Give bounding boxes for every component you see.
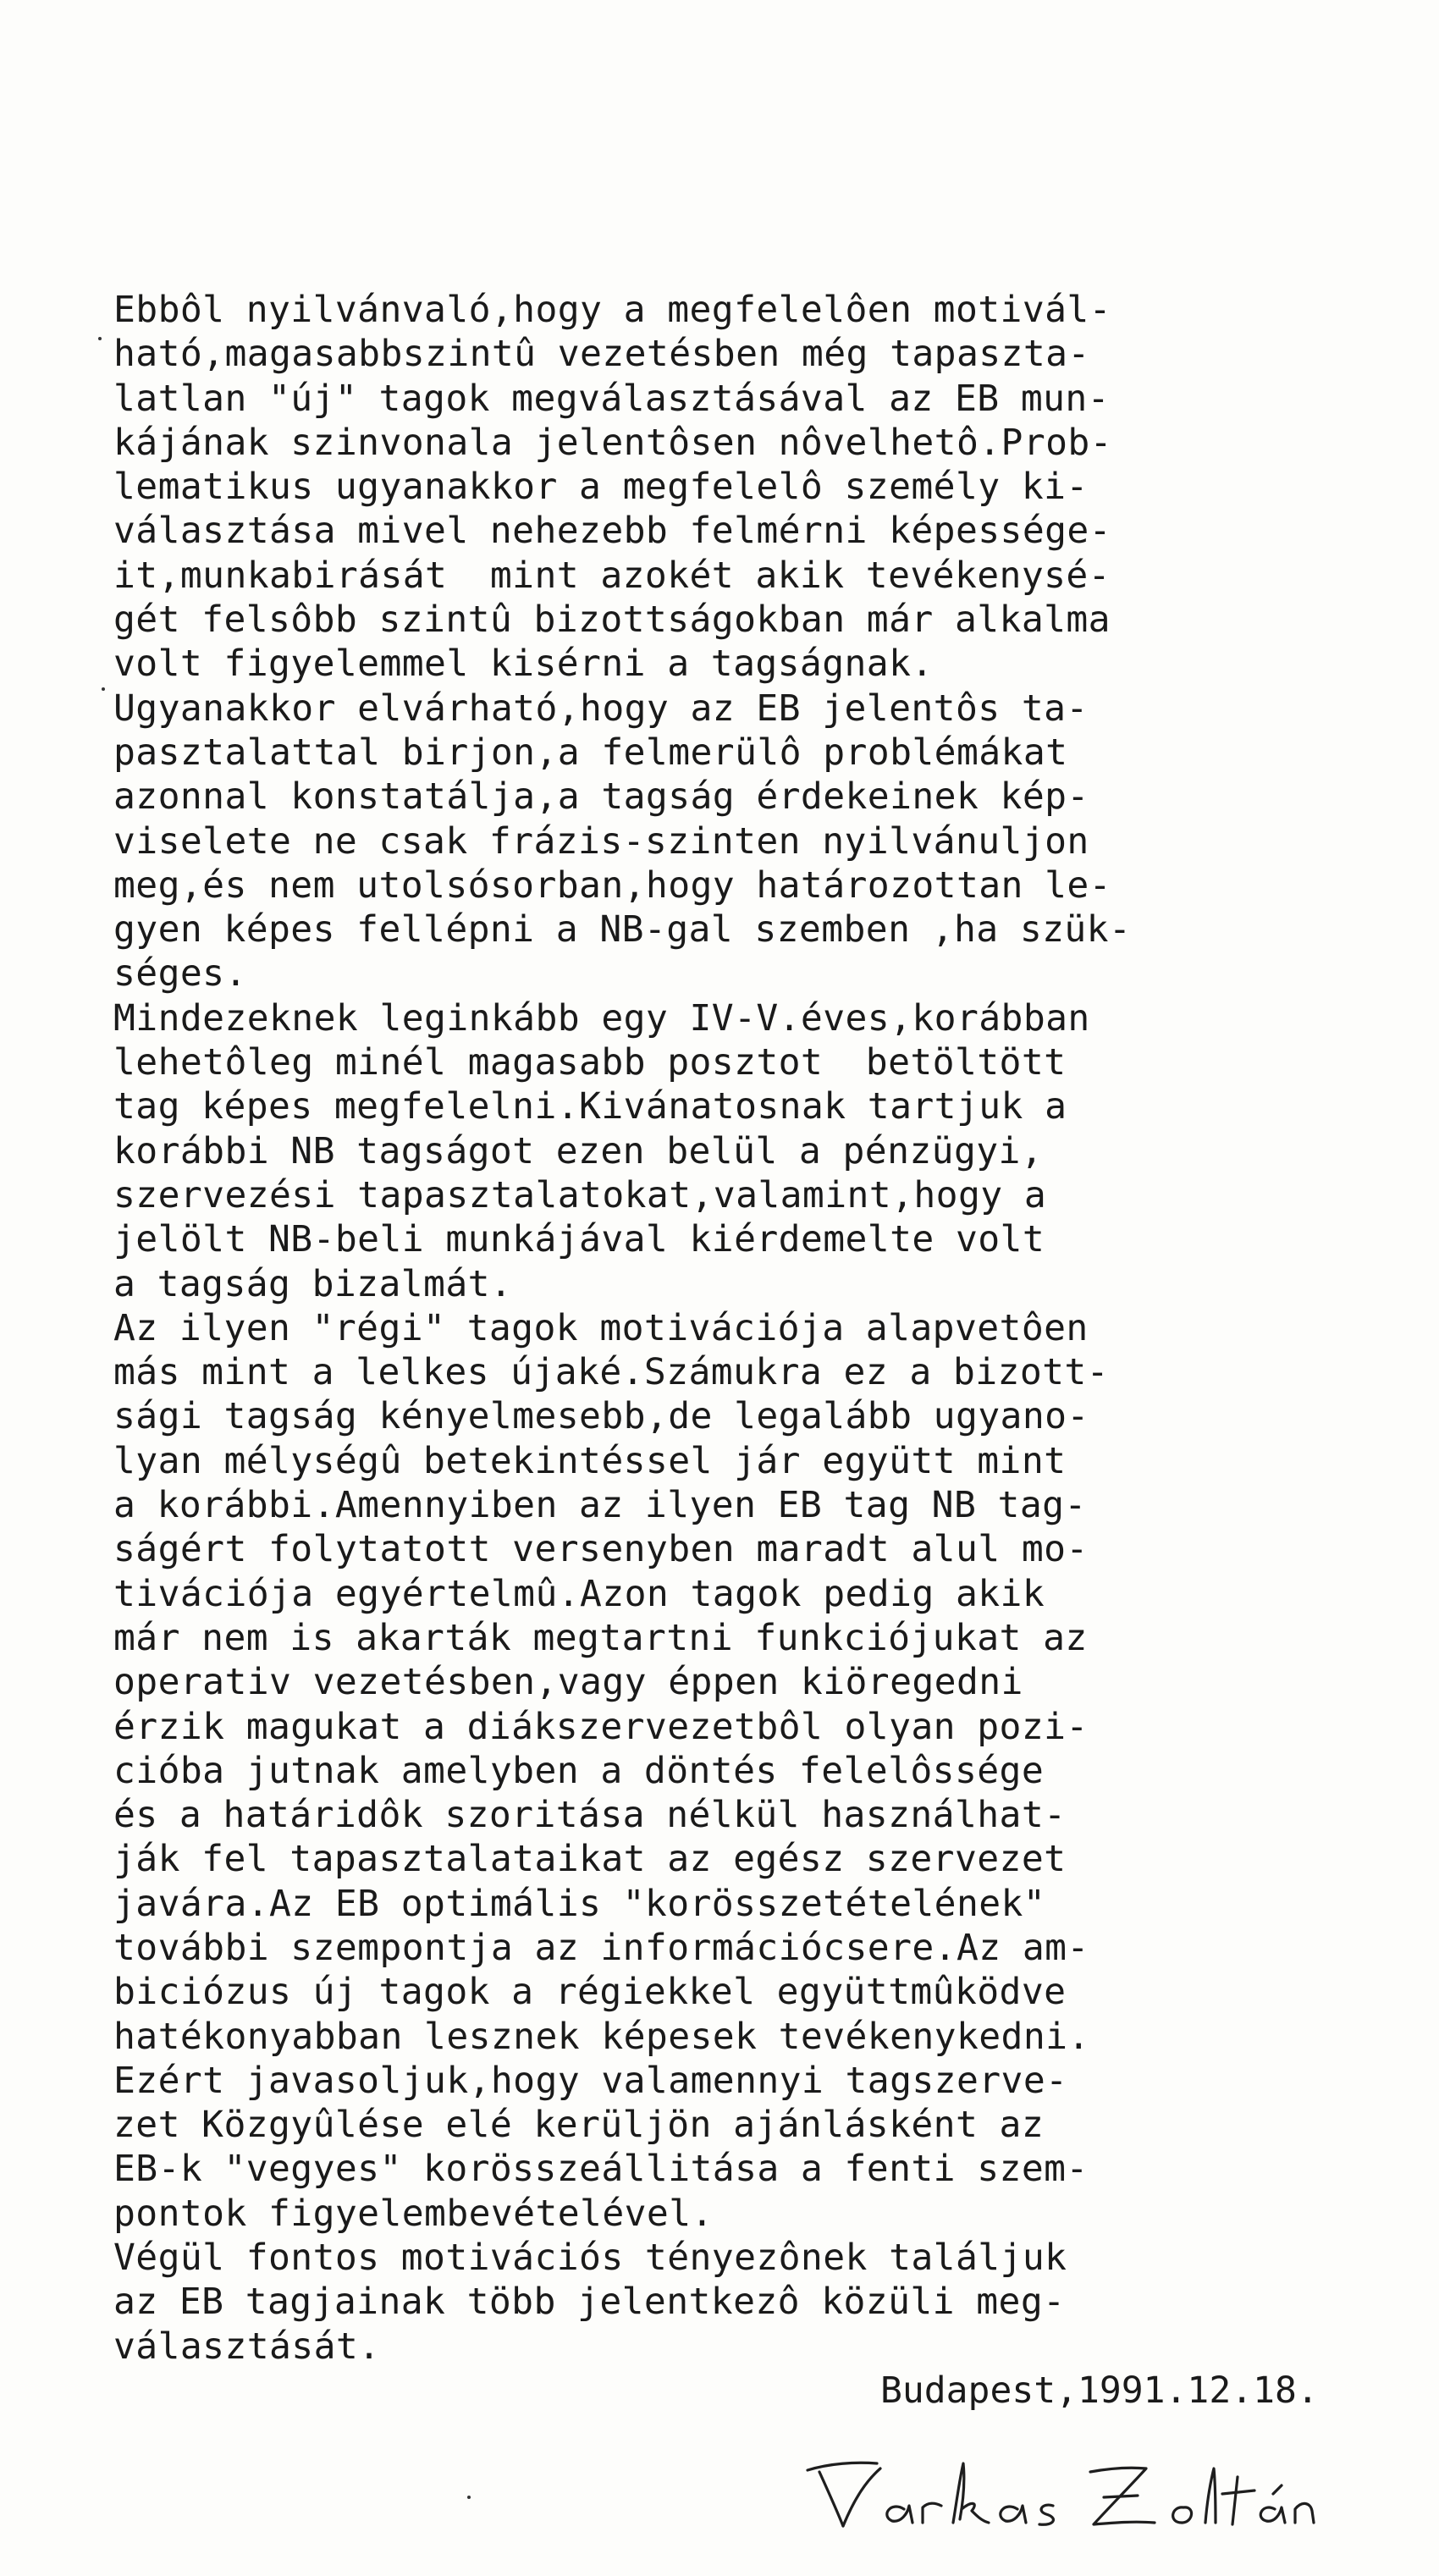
handwritten-signature — [796, 2438, 1320, 2540]
text-line: gyen képes fellépni a NB-gal szemben ,ha szük- — [113, 908, 1132, 952]
text-line: jelölt NB-beli munkájával kiérdemelte volt — [113, 1218, 1045, 1261]
text-line: zet Közgyûlése elé kerüljön ajánlásként az — [113, 2104, 1045, 2147]
text-line: további szempontja az információcsere.Az am- — [113, 1926, 1089, 1969]
text-line: lehetôleg minél magasabb posztot betöltött — [113, 1041, 1067, 1084]
text-line: azonnal konstatálja,a tagság érdekeinek kép- — [113, 775, 1089, 819]
text-line: it,munkabirását mint azokét akik tevékenysé- — [113, 554, 1111, 597]
text-line: tivációja egyértelmû.Azon tagok pedig akik — [113, 1572, 1045, 1615]
text-line: ságért folytatott versenyben maradt alul mo- — [113, 1528, 1089, 1571]
text-line: választása mivel nehezebb felmérni képessége- — [113, 510, 1111, 553]
text-line: tag képes megfelelni.Kivánatosnak tartjuk a — [113, 1085, 1067, 1128]
text-line: latlan "új" tagok megválasztásával az EB mun- — [113, 377, 1110, 420]
text-line: operativ vezetésben,vagy éppen kiöregedni — [113, 1661, 1023, 1704]
scan-speck — [102, 687, 105, 691]
text-line: Ezért javasoljuk,hogy valamennyi tagszerve- — [113, 2059, 1068, 2102]
text-line: viselete ne csak frázis-szinten nyilvánuljon — [113, 819, 1089, 863]
text-line: a korábbi.Amennyiben az ilyen EB tag NB tag- — [113, 1484, 1087, 1527]
text-line: már nem is akarták megtartni funkciójukat az — [113, 1616, 1088, 1659]
text-line: korábbi NB tagságot ezen belül a pénzügyi, — [113, 1129, 1044, 1172]
text-line: Mindezeknek leginkább egy IV-V.éves,korábban — [113, 996, 1090, 1040]
text-line: hatékonyabban lesznek képesek tevékenykedni. — [113, 2015, 1090, 2058]
document-body — [113, 288, 1282, 2369]
text-line: volt figyelemmel kisérni a tagságnak. — [113, 643, 934, 686]
text-line: EB-k "vegyes" korösszeállitása a fenti szem- — [113, 2148, 1089, 2191]
text-line: ható,magasabbszintû vezetésben még tapaszta- — [113, 333, 1090, 376]
scan-speck — [98, 337, 102, 340]
text-line: érzik magukat a diákszervezetbôl olyan pozi- — [113, 1705, 1089, 1748]
text-line: más mint a lelkes újaké.Számukra ez a bizott- — [113, 1351, 1109, 1394]
text-line: Az ilyen "régi" tagok motivációja alapvetôen — [113, 1306, 1089, 1349]
text-line: Ebbôl nyilvánvaló,hogy a megfelelôen motivál- — [113, 289, 1111, 331]
text-line: és a határidôk szoritása nélkül használhat- — [113, 1794, 1067, 1837]
text-line: séges. — [113, 952, 247, 996]
text-line: gét felsôbb szintû bizottságokban már alkalma — [113, 598, 1111, 642]
text-line: választását. — [113, 2325, 381, 2368]
text-line: szervezési tapasztalatokat,valamint,hogy a — [113, 1173, 1047, 1216]
text-line: lematikus ugyanakkor a megfelelô személy ki- — [113, 466, 1089, 509]
text-line: az EB tagjainak több jelentkezô közüli meg- — [113, 2281, 1066, 2324]
text-line: ják fel tapasztalataikat az egész szervezet — [113, 1838, 1067, 1881]
text-line: sági tagság kényelmesebb,de legalább ugyano- — [113, 1395, 1089, 1438]
text-line: pontok figyelembevételével. — [113, 2192, 714, 2235]
text-line: cióba jutnak amelyben a döntés felelôssége — [113, 1749, 1045, 1792]
text-line: lyan mélységû betekintéssel jár együtt mint — [113, 1439, 1067, 1482]
signature-drawing — [796, 2438, 1320, 2540]
scan-speck — [467, 2496, 471, 2499]
text-line: meg,és nem utolsósorban,hogy határozottan le- — [113, 863, 1111, 907]
text-line: Végül fontos motivációs tényezônek találjuk — [113, 2237, 1067, 2280]
text-line: kájának szinvonala jelentôsen nôvelhetô.Prob- — [113, 421, 1112, 464]
text-line: a tagság bizalmát. — [113, 1262, 513, 1305]
text-line: pasztalattal birjon,a felmerülô problémákat — [113, 731, 1068, 774]
text-line: biciózus új tagok a régiekkel együttmûködve — [113, 1971, 1067, 2014]
text-line: javára.Az EB optimális "korösszetételének" — [113, 1882, 1046, 1925]
text-line: Ugyanakkor elvárható,hogy az EB jelentôs ta- — [113, 687, 1089, 730]
place-date: Budapest,1991.12.18. — [880, 2369, 1319, 2412]
